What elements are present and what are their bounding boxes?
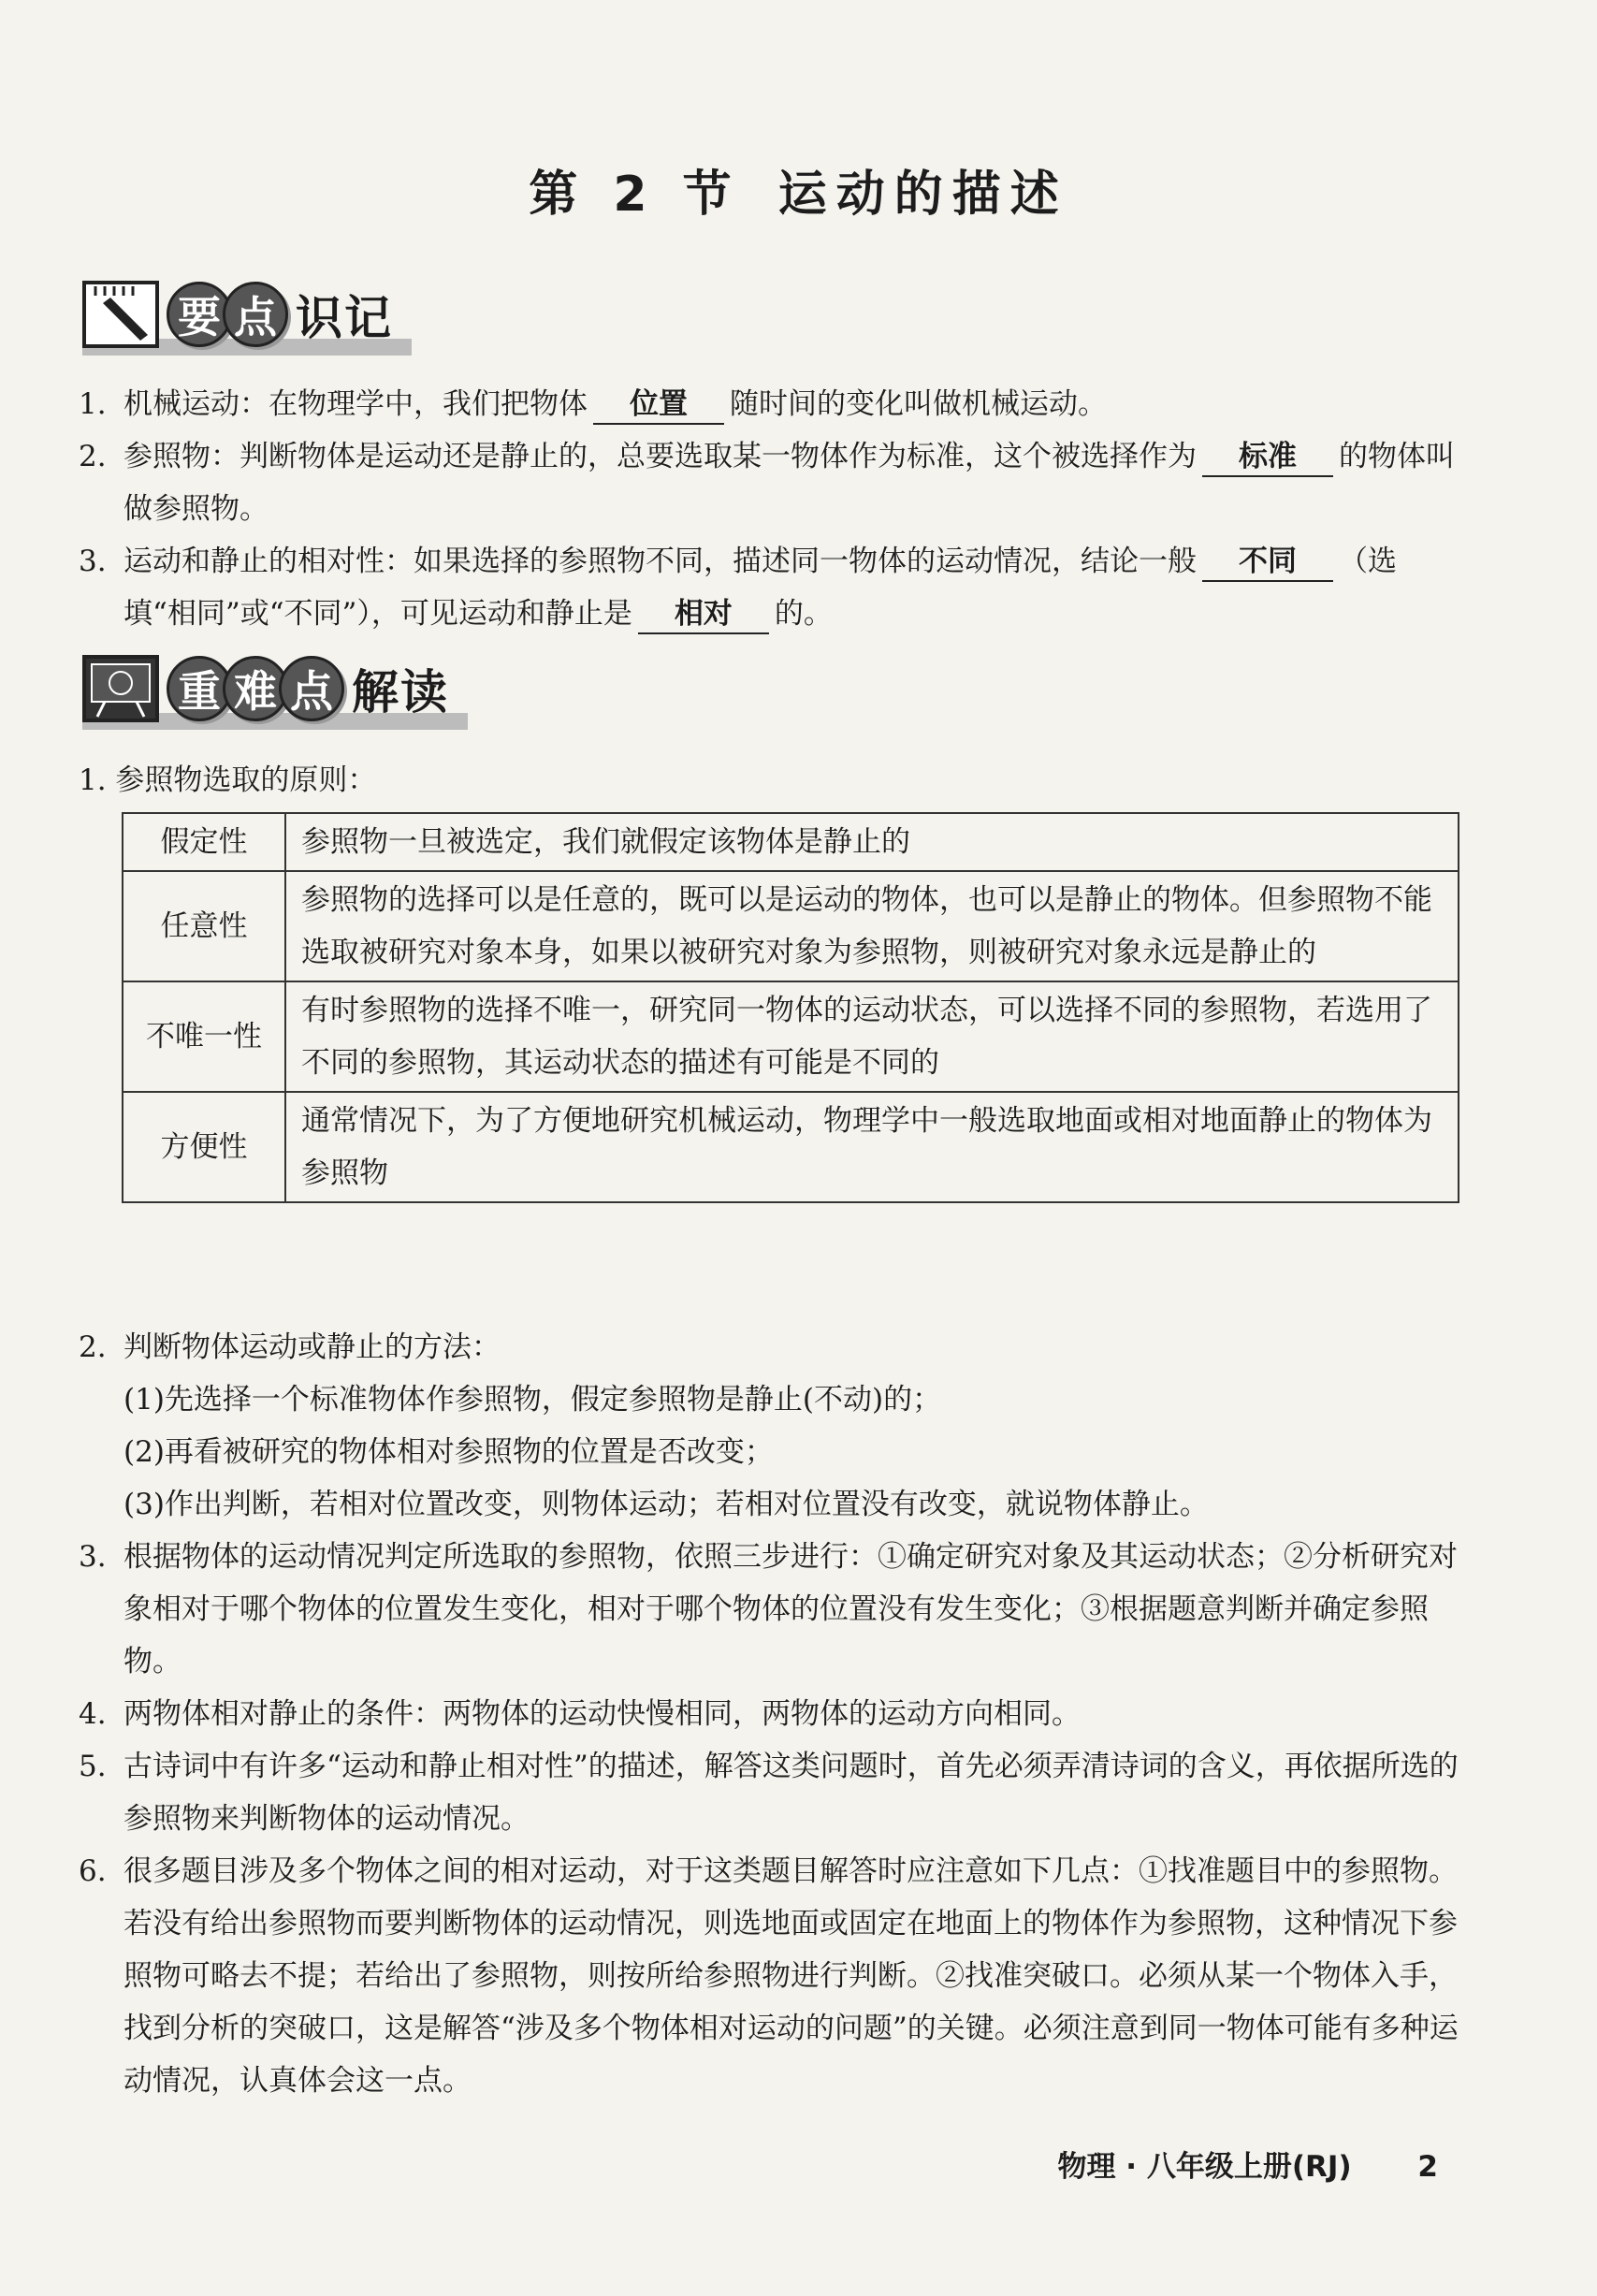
section-name: 运动的描述 — [777, 167, 1068, 223]
point-4: 4. 两物体相对静止的条件：两物体的运动快慢相同，两物体的运动方向相同。 — [79, 1697, 1081, 1731]
page-number: 2 — [1417, 2150, 1438, 2184]
table-row — [123, 981, 1459, 1092]
method-step: (3)作出判断，若相对位置改变，则物体运动；若相对位置没有改变，就说物体静止。 — [123, 1488, 1209, 1521]
banner1-char-1: 要 — [167, 282, 232, 347]
key-point-1: 1. 机械运动：在物理学中，我们把物体 位置 随时间的变化叫做机械运动。 — [79, 378, 1463, 430]
difficulty-banner — [82, 655, 449, 722]
answer-blank: 相对 — [638, 595, 769, 634]
banner2-char-3: 点 — [279, 656, 344, 721]
method-step: (2)再看被研究的物体相对参照物的位置是否改变； — [123, 1435, 774, 1469]
section-number: 第 2 节 — [529, 167, 741, 223]
answer-blank: 标准 — [1202, 438, 1333, 477]
item-1-title: 1. 参照物选取的原则： — [79, 763, 377, 797]
banner2-char-1: 重 — [167, 656, 232, 721]
principle-key: 任意性 — [123, 871, 285, 981]
book-title: 物理 · 八年级上册(RJ) — [1057, 2150, 1352, 2184]
principle-key: 方便性 — [123, 1092, 285, 1202]
principle-key: 不唯一性 — [123, 981, 285, 1092]
principles-table — [122, 812, 1459, 1203]
principle-desc: 通常情况下，为了方便地研究机械运动，物理学中一般选取地面或相对地面静止的物体为参照物 — [285, 1092, 1459, 1202]
point-5: 5. 古诗词中有许多“运动和静止相对性”的描述，解答这类问题时，首先必须弄清诗词的含义，再依据所选的参照物来判断物体的运动情况。 — [79, 1750, 1459, 1836]
point-3: 3. 根据物体的运动情况判定所选取的参照物，依照三步进行：①确定研究对象及其运动状态；②分析研究对象相对于哪个物体的位置发生变化，相对于哪个物体的位置没有发生变化；③根据题意判断并确定参照物。 — [79, 1540, 1458, 1678]
key-point-3: 3. 运动和静止的相对性：如果选择的参照物不同，描述同一物体的运动情况，结论一般 不同 （选填“相同”或“不同”），可见运动和静止是 相对 的。 — [79, 535, 1463, 640]
principle-desc: 参照物一旦被选定，我们就假定该物体是静止的 — [285, 813, 1459, 871]
method-item: 2. 判断物体运动或静止的方法： — [79, 1330, 501, 1364]
answer-blank: 位置 — [593, 385, 724, 425]
point-6: 6. 很多题目涉及多个物体之间的相对运动，对于这类题目解答时应注意如下几点：①找准题目中的参照物。若没有给出参照物而要判断物体的运动情况，则选地面或固定在地面上的物体作为参照物，这种情况下参照物可略去不提；若给出了参照物，则按所给参照物进行判断。②找准突破口。必须从某一个物体入手，找到分析的突破口，这是解答“涉及多个物体相对运动的问题”的关键。必须注意到同一物体可能有多种运动情况，认真体会这一点。 — [79, 1854, 1459, 2098]
principle-key: 假定性 — [123, 813, 285, 871]
banner2-char-2: 难 — [223, 656, 288, 721]
key-points-list — [79, 378, 1463, 640]
interpretation-list — [79, 1321, 1463, 2107]
banner1-tail: 识记 — [296, 291, 393, 345]
principle-desc: 参照物的选择可以是任意的，既可以是运动的物体，也可以是静止的物体。但参照物不能选取被研究对象本身，如果以被研究对象为参照物，则被研究对象永远是静止的 — [285, 871, 1459, 981]
table-row — [123, 871, 1459, 981]
page-title — [0, 154, 1597, 225]
key-point-2: 2. 参照物：判断物体是运动还是静止的，总要选取某一物体作为标准，这个被选择作为 标准 的物体叫做参照物。 — [79, 440, 1455, 526]
banner1-char-2: 点 — [223, 282, 288, 347]
table-row — [123, 813, 1459, 871]
table-row — [123, 1092, 1459, 1202]
page-footer — [1058, 2143, 1438, 2185]
banner2-tail: 解读 — [352, 665, 449, 719]
key-points-banner — [82, 281, 393, 348]
answer-blank: 不同 — [1202, 543, 1333, 582]
notepad-icon — [82, 281, 159, 348]
blackboard-icon — [82, 655, 159, 722]
principle-desc: 有时参照物的选择不唯一，研究同一物体的运动状态，可以选择不同的参照物，若选用了不同的参照物，其运动状态的描述有可能是不同的 — [285, 981, 1459, 1092]
method-step: (1)先选择一个标准物体作参照物，假定参照物是静止(不动)的； — [123, 1383, 942, 1417]
